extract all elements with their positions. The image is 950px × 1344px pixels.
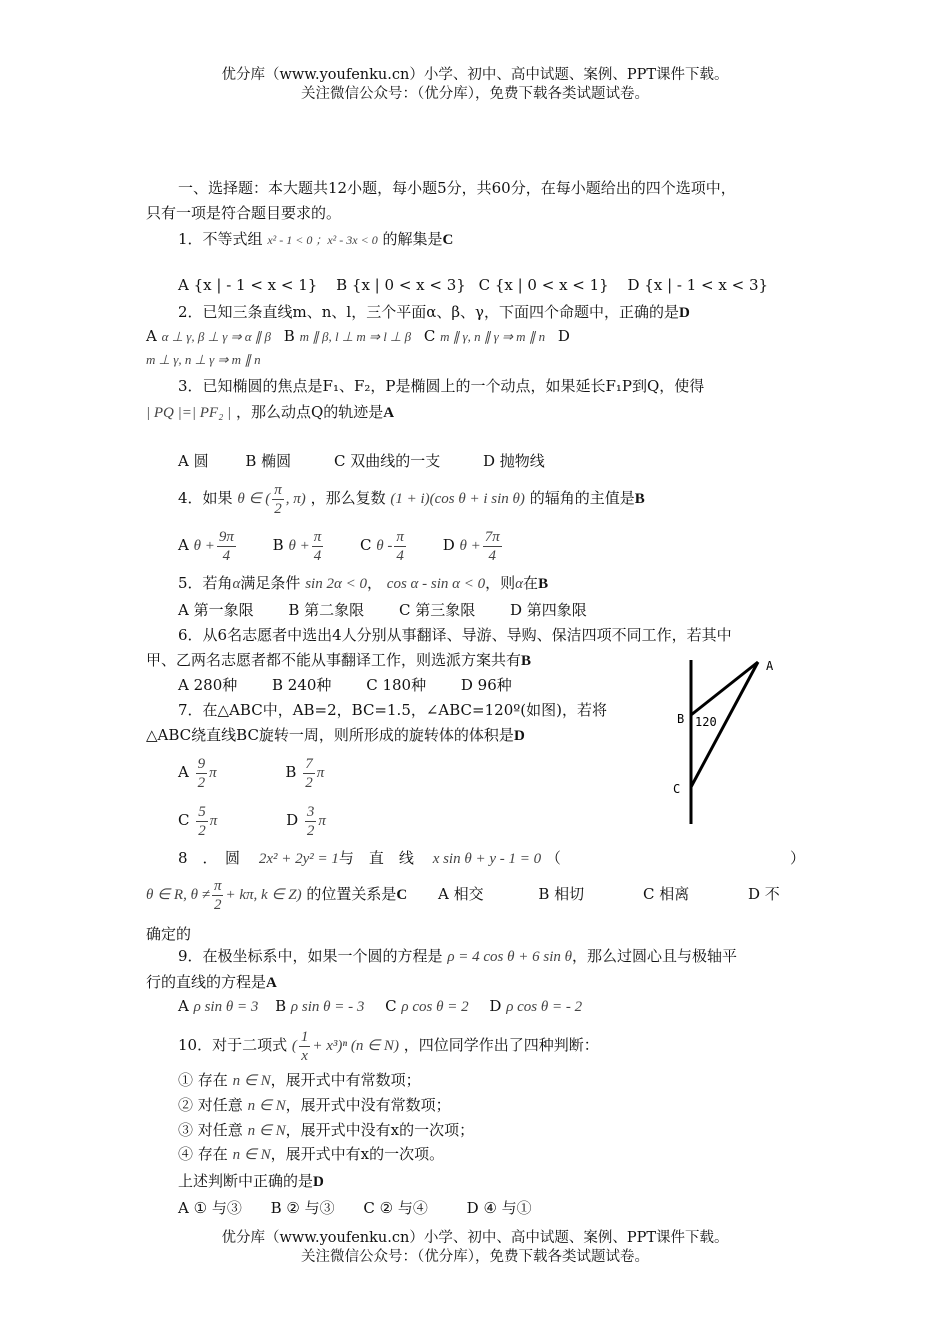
q5-condition-2: cos α - sin α < 0 xyxy=(386,576,486,592)
q4-option-c: C θ - $\frac{\pi}{4}$ xyxy=(360,528,404,564)
q8-answer: C xyxy=(396,887,408,903)
q9-options xyxy=(178,995,582,1018)
q8-option-d-continued: 确定的 xyxy=(146,925,192,943)
q2-options-line-1: A α ⊥ γ, β ⊥ γ ⇒ α ∥ β B m ∥ β, l ⊥ m ⇒ l ⊥ β C m ∥ γ, n ∥ γ ⇒ m ∥ n D xyxy=(146,327,570,345)
q5-option-d: D 第四象限 xyxy=(510,601,587,619)
header-line-1: 优分库（www.youfenku.cn）小学、初中、高中试题、案例、PPT课件下载。 xyxy=(221,67,729,83)
q6-answer: B xyxy=(521,653,532,669)
q9-option-c: C ρ cos θ = 2 xyxy=(385,997,469,1015)
page-header xyxy=(0,66,950,104)
section-title-line-1: 一、选择题：本大题共12小题，每小题5分，共60分，在每小题给出的四个选项中， xyxy=(178,179,736,197)
page-footer xyxy=(0,1229,950,1267)
q8-option-c: C 相离 xyxy=(642,885,690,903)
q10-judgement-3: ③ 对任意 n ∈ N，展开式中没有x的一次项； xyxy=(178,1121,475,1139)
header-line-2: 关注微信公众号：（优分库），免费下载各类试题试卷。 xyxy=(301,86,649,102)
question-7-stem-line-2: △ABC绕直线BC旋转一周，则所形成的旋转体的体积是D xyxy=(146,726,525,744)
q3-answer: A xyxy=(383,405,395,421)
q10-fraction: $\frac{1}{x}$ xyxy=(300,1028,309,1064)
q3-condition-line: | PQ |=| PF₂ | ，那么动点Q的轨迹是A xyxy=(146,403,395,421)
q4-options xyxy=(178,525,504,566)
footer-line-1: 优分库（www.youfenku.cn）小学、初中、高中试题、案例、PPT课件下载。 xyxy=(221,1230,729,1246)
q10-judgement-2: ② 对任意 n ∈ N，展开式中没有常数项； xyxy=(178,1096,451,1114)
q8-option-b: B 相切 xyxy=(538,885,585,903)
q3-condition: | PQ |=| PF₂ | xyxy=(146,405,232,421)
q9-option-a: A ρ sin θ = 3 xyxy=(178,997,259,1015)
q6-option-c: C 180种 xyxy=(366,676,427,694)
q5-option-c: C 第三象限 xyxy=(398,601,476,619)
q6-option-d: D 96种 xyxy=(460,676,512,694)
q9-polar-equation: ρ = 4 cos θ + 6 sin θ xyxy=(447,949,573,965)
q9-answer: A xyxy=(266,975,277,991)
q5-answer: B xyxy=(538,576,549,592)
question-3-stem: 3．已知椭圆的焦点是F₁、F₂，P是椭圆上的一个动点，如果延长F₁P到Q，使得 xyxy=(178,377,705,395)
section-title-line-2: 只有一项是符合题目要求的。 xyxy=(146,204,342,222)
q7-options-row-1 xyxy=(178,752,324,793)
q8-line-equation: x sin θ + y - 1 = 0 xyxy=(432,851,542,867)
q4-complex-expression: (1 + i)(cos θ + i sin θ) xyxy=(390,491,525,507)
q1-option-a: A {x | - 1 < x < 1} xyxy=(178,276,318,294)
q1-inequality-system: x² - 1 < 0 ；x² - 3x < 0 xyxy=(267,233,378,247)
vertex-label-c: C xyxy=(673,782,681,796)
q7-answer: D xyxy=(513,728,525,744)
q7-option-b: B $\frac{7}{2}$ π xyxy=(285,755,325,791)
q10-option-c: C ② 与④ xyxy=(363,1199,428,1217)
q3-option-c: C 双曲线的一支 xyxy=(333,452,441,470)
q2-option-d: m ⊥ γ, n ⊥ γ ⇒ m ∥ n xyxy=(146,352,261,367)
q7-option-a: A $\frac{9}{2}$ π xyxy=(178,755,217,791)
q4-condition-fraction: $\frac{\pi}{2}$ xyxy=(274,481,282,517)
q10-judgement-1: ① 存在 n ∈ N，展开式中有常数项； xyxy=(178,1071,421,1089)
vertex-label-b: B xyxy=(677,712,685,726)
question-9-stem-line-2: 行的直线的方程是A xyxy=(146,973,277,991)
q1-option-d: D {x | - 1 < x < 3} xyxy=(627,276,769,294)
q3-option-b: B 椭圆 xyxy=(245,452,292,470)
footer-line-2: 关注微信公众号：（优分库），免费下载各类试题试卷。 xyxy=(301,1249,649,1265)
q2-option-a: α ⊥ γ, β ⊥ γ ⇒ α ∥ β xyxy=(161,329,272,344)
q7-option-c: C $\frac{5}{2}$ π xyxy=(178,803,218,839)
q2-option-c: m ∥ γ, n ∥ γ ⇒ m ∥ n xyxy=(440,329,546,344)
q6-options xyxy=(178,674,512,696)
question-6-stem-line-2: 甲、乙两名志愿者都不能从事翻译工作，则选派方案共有B xyxy=(146,651,532,669)
q10-judgement-4: ④ 存在 n ∈ N，展开式中有x的一次项。 xyxy=(178,1145,445,1163)
q1-option-b: B {x | 0 < x < 3} xyxy=(336,276,466,294)
q1-option-c: C {x | 0 < x < 1} xyxy=(478,276,609,294)
question-8-stem: 8 ． 圆 2x² + 2y² = 1与 直 线 x sin θ + y - 1 = 0 （ xyxy=(178,849,561,867)
q10-option-a: A ① 与③ xyxy=(178,1199,242,1217)
q10-option-b: B ② 与③ xyxy=(270,1199,335,1217)
vertex-label-a: A xyxy=(766,659,774,673)
q2-option-b: m ∥ β, l ⊥ m ⇒ l ⊥ β xyxy=(299,329,412,344)
q9-option-b: B ρ sin θ = - 3 xyxy=(275,997,365,1015)
question-2-stem: 2．已知三条直线m、n、l，三个平面α、β、γ，下面四个命题中，正确的是D xyxy=(178,303,690,321)
q7-triangle-figure xyxy=(660,650,790,830)
q7-option-d: D $\frac{3}{2}$ π xyxy=(286,803,326,839)
question-10-stem: 10．对于二项式 ( $\frac{1}{x}$ + x³)ⁿ (n ∈ N) ，四位同学作出了四种判断： xyxy=(178,1028,599,1064)
q3-option-d: D 抛物线 xyxy=(483,452,545,470)
q6-option-a: A 280种 xyxy=(178,676,238,694)
q10-options xyxy=(178,1197,532,1219)
q1-answer: C xyxy=(442,232,454,248)
q5-option-a: A 第一象限 xyxy=(178,601,254,619)
q8-option-a: A 相交 xyxy=(438,885,484,903)
q8-option-d: D 不 xyxy=(748,885,780,903)
q10-answer: D xyxy=(313,1174,324,1190)
segment-ab xyxy=(691,662,758,715)
angle-label: 120 xyxy=(695,715,717,729)
q3-option-a: A 圆 xyxy=(178,452,209,470)
q4-option-a: A θ + $\frac{9\pi}{4}$ xyxy=(178,528,234,564)
q5-options xyxy=(178,599,587,621)
q2-options-line-2 xyxy=(146,348,261,371)
q1-options xyxy=(178,274,768,296)
q7-options-row-2 xyxy=(178,800,326,841)
q8-condition-line: θ ∈ R, θ ≠ $\frac{\pi}{2}$ + kπ, k ∈ Z) 的位置关系是C A 相交 B 相切 C 相离 D 不 xyxy=(146,877,780,913)
q6-option-b: B 240种 xyxy=(272,676,332,694)
q5-option-b: B 第二象限 xyxy=(288,601,365,619)
question-6-stem-line-1: 6．从6名志愿者中选出4人分别从事翻译、导游、导购、保洁四项不同工作，若其中 xyxy=(178,626,732,644)
q4-option-b: B θ + $\frac{\pi}{4}$ xyxy=(272,528,322,564)
q4-option-d: D θ + $\frac{7\pi}{4}$ xyxy=(442,528,500,564)
question-9-stem: 9．在极坐标系中，如果一个圆的方程是 ρ = 4 cos θ + 6 sin θ，那么过圆心且与极轴平 xyxy=(178,947,738,965)
question-1-stem: 1．不等式组 x² - 1 < 0 ；x² - 3x < 0 的解集是C xyxy=(178,230,454,248)
q4-answer: B xyxy=(634,491,645,507)
q9-option-d: D ρ cos θ = - 2 xyxy=(489,997,583,1015)
q10-option-d: D ④ 与① xyxy=(466,1199,532,1217)
question-4-stem: 4．如果 θ ∈ ( $\frac{\pi}{2}$ , π) ，那么复数 (1 + i)(cos θ + i sin θ) 的辐角的主值是B xyxy=(178,481,645,517)
q10-conclusion: 上述判断中正确的是D xyxy=(178,1172,324,1190)
q8-paren-close: ） xyxy=(790,849,806,867)
q3-options xyxy=(178,450,545,472)
question-7-stem-line-1: 7．在△ABC中，AB=2，BC=1.5，∠ABC=120º(如图)，若将 xyxy=(178,701,607,719)
q8-circle-equation: 2x² + 2y² = 1 xyxy=(258,851,339,867)
q2-answer: D xyxy=(679,305,690,321)
question-5-stem: 5．若角α满足条件 sin 2α < 0， cos α - sin α < 0，则α在B xyxy=(178,574,549,592)
q5-condition-1: sin 2α < 0 xyxy=(305,576,367,592)
